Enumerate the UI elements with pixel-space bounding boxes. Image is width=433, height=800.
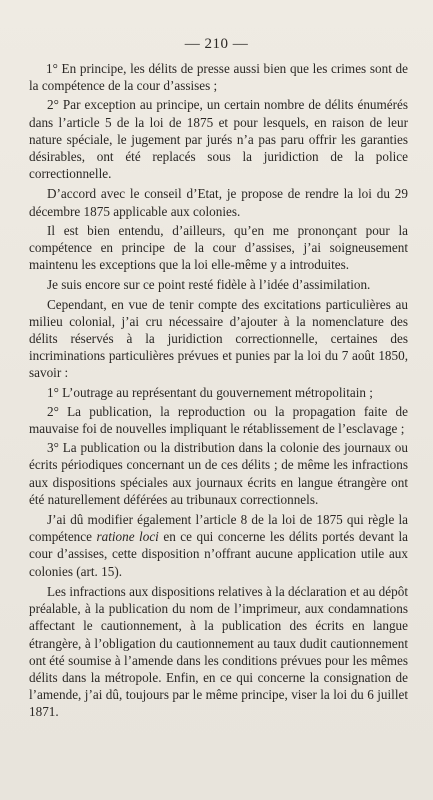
paragraph: 3° La publication ou la distribution dans la colonie des journaux ou écrits périodiques concernant un de ces délits ; de même les infractions aux dispositions spéciales aux journaux écrits en langue étrangère ont été naturellement déférées au tribunaux correctionnels. [29, 440, 408, 507]
italic-phrase: ratione loci [96, 529, 159, 545]
paragraph: Il est bien entendu, d’ailleurs, qu’en me prononçant pour la compétence en principe de la cour d’assises, j’ai soigneusement maintenu les exceptions que la loi elle-même y a introduites. [29, 222, 408, 273]
paragraph: 1° En principe, les délits de presse aussi bien que les crimes sont de la compétence de la cour d’assises ; [29, 61, 408, 94]
page-number: — 210 — [184, 36, 249, 52]
paragraph: 2° La publication, la reproduction ou la propagation faite de mauvaise foi de nouvelles impliquant le rétablissement de l’esclavage ; [29, 403, 408, 437]
paragraph: D’accord avec le conseil d’Etat, je propose de rendre la loi du 29 décembre 1875 applicable aux colonies. [29, 186, 408, 219]
body-text [29, 60, 408, 723]
paragraph: Cependant, en vue de tenir compte des excitations particulières au milieu colonial, j’ai cru nécessaire d’ajouter à la nomenclature des délits réservés à la juridiction correctionnelle, certaines des incriminations particulières prévues et punies par la loi du 7 août 1850, savoir : [29, 296, 408, 381]
paragraph: 2° Par exception au principe, un certain nombre de délits énumérés dans l’article 5 de la loi de 1875 et pour lesquels, en raison de leur nature spéciale, le jugement par jurés n’a pas paru offrir les garanties désirables, ont été replacés sous la juridiction de la police correctionnelle. [29, 97, 408, 182]
paragraph: Les infractions aux dispositions relatives à la déclaration et au dépôt préalable, à la publication du nom de l’imprimeur, aux condamnations affectant le cautionnement, à la publication des écrits en langue étrangère, à l’obligation du cautionnement au taux dudit cautionnement ont été soumise à l’amende dans les conditions prévues pour les mêmes délits dans la métropole. Enfin, en ce qui concerne la consignation de l’amende, j’ai dû, toujours par le même principe, viser la loi du 6 juillet 1871. [29, 583, 408, 720]
paragraph-article-8 [29, 511, 408, 580]
paragraph: Je suis encore sur ce point resté fidèle à l’idée d’assimilation. [47, 277, 371, 293]
paragraph: 1° L’outrage au représentant du gouvernement métropolitain ; [47, 384, 373, 400]
text-run: en ce qui concerne les délits portés devant la cour d’assises, cette disposition n’offrant aucune application utile aux colonies (art. 15). [29, 529, 408, 579]
text-run: J’ai dû modifier également l’article 8 de la loi de 1875 qui règle la compétence [29, 512, 408, 545]
